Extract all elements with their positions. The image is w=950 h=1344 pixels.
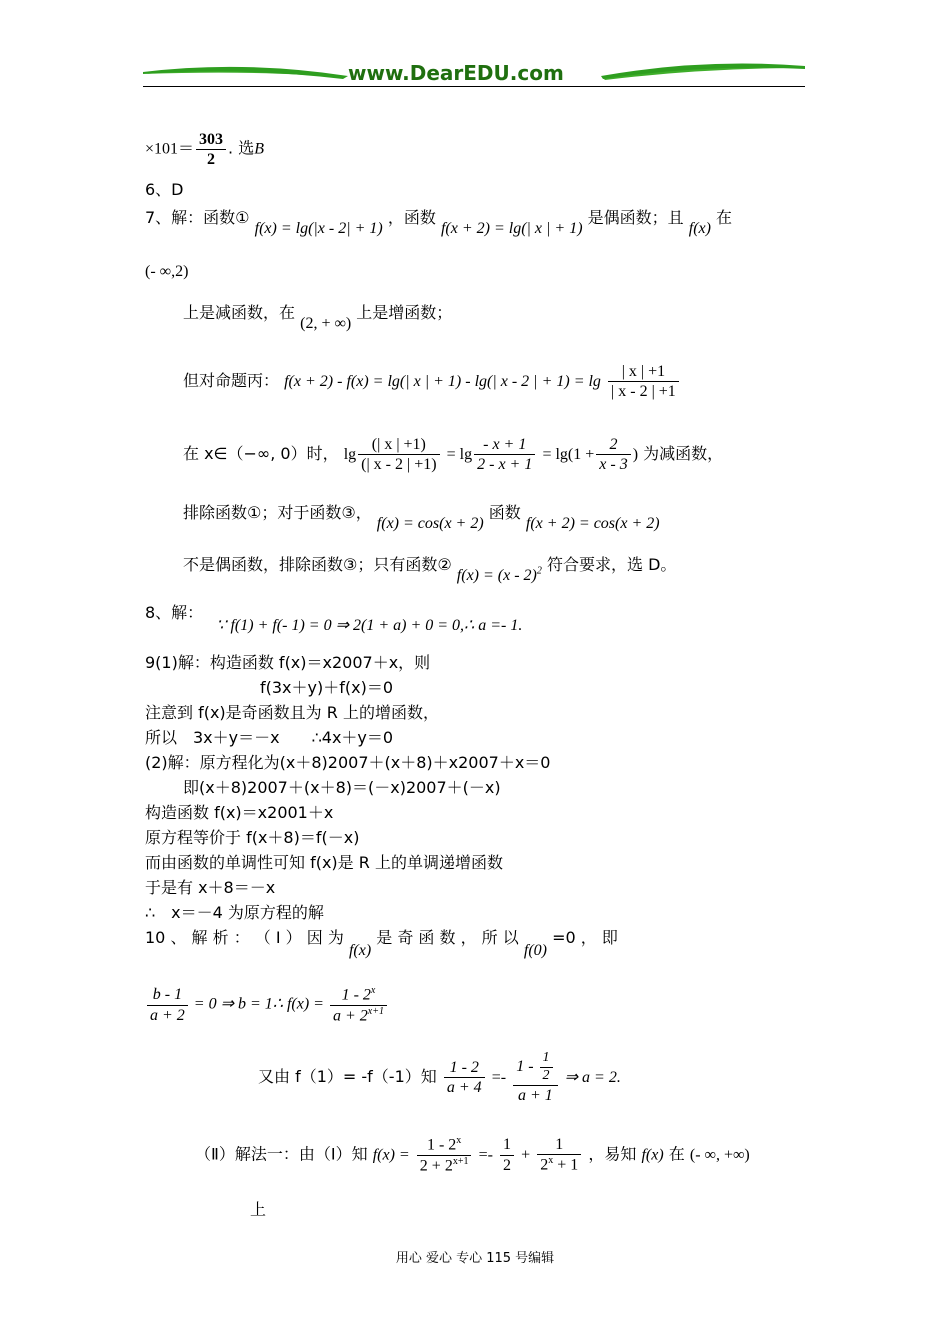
line-21: 原方程等价于 f(x＋8)＝f(－x) (145, 828, 360, 847)
line-24: ∴ x＝－4 为原方程的解 (145, 903, 324, 922)
line-7 (145, 205, 733, 237)
formula: f(x + 2) = lg(| x | + 1) (440, 220, 583, 237)
numerator: b - 1 (147, 985, 188, 1005)
text: 函数 (488, 503, 521, 522)
formula: ⇒ a = 2. (564, 1068, 621, 1086)
line-20: 构造函数 f(x)＝x2001＋x (145, 803, 334, 822)
fraction (596, 435, 630, 474)
exponent: x+1 (452, 1155, 469, 1167)
numerator-base: 1 - 2 (341, 986, 371, 1004)
numerator: 303 (196, 130, 226, 150)
answer-letter: B (254, 140, 264, 158)
numerator: | x | +1 (608, 362, 679, 382)
text: 10 、 解 析 ： （ Ⅰ ） 因 为 (145, 928, 344, 947)
text: =0 ， 即 (552, 928, 618, 947)
line-16: 注意到 f(x)是奇函数且为 R 上的增函数， (145, 703, 439, 722)
line-22: 而由函数的单调性可知 f(x)是 R 上的单调递增函数 (145, 853, 503, 872)
line-1 (145, 130, 264, 169)
line-8 (183, 300, 453, 332)
line-11 (183, 500, 660, 532)
line-14: 9(1)解：构造函数 f(x)＝x2007＋x，则 (145, 653, 431, 672)
fraction (513, 1050, 557, 1105)
text: 是 奇 函 数 ， 所 以 (376, 928, 519, 947)
numerator (417, 1135, 472, 1156)
line-13 (145, 600, 523, 634)
formula: ) (632, 446, 639, 464)
denominator: a + 4 (446, 1078, 482, 1096)
line-27 (258, 1050, 621, 1105)
fraction (444, 1058, 485, 1097)
formula: f(x) (688, 220, 711, 237)
line-19: 即(x＋8)2007＋(x＋8)＝(－x)2007＋(－x) (183, 778, 501, 797)
numerator: 1 - 2 (444, 1058, 485, 1078)
text: 在 x∈（−∞, 0）时， (183, 444, 339, 464)
line-25 (145, 925, 805, 959)
denominator (537, 1155, 581, 1175)
formula: (- ∞, +∞) (689, 1146, 750, 1164)
header-rule (143, 86, 805, 87)
text: （Ⅱ）解法一：由（Ⅰ）知 (195, 1144, 368, 1164)
text: 符合要求，选 D。 (546, 555, 677, 574)
denominator: a + 1 (517, 1086, 553, 1104)
numerator (513, 1050, 557, 1086)
page-footer: 用心 爱心 专心 115 号编辑 (395, 1251, 555, 1266)
numerator: 1 (537, 1135, 581, 1155)
text: 7、解：函数① (145, 208, 250, 227)
formula: f(x) = lg(|x - 2| + 1) (254, 220, 383, 237)
inner-fraction (540, 1050, 553, 1085)
formula: f(0) (523, 942, 547, 959)
denominator-base: a + 2 (332, 1006, 368, 1024)
line-29: 上 (250, 1200, 267, 1219)
denominator: 2 (207, 151, 216, 169)
formula: f(x + 2) = cos(x + 2) (525, 515, 660, 532)
numerator: 1 (540, 1050, 553, 1068)
denominator: 2 (542, 1067, 550, 1083)
formula: ∵ f(1) + f(- 1) = 0 ⇒ 2(1 + a) + 0 = 0,∴ a =- 1. (216, 617, 523, 634)
fraction (358, 435, 439, 474)
denominator: (| x - 2 | +1) (361, 456, 437, 474)
denominator-base: 2 (540, 1156, 549, 1174)
text: ，易知 (588, 1144, 637, 1164)
formula (457, 567, 542, 584)
formula: f(x + 2) - f(x) = lg(| x | + 1) - lg(| x - 2 | + 1) = lg (284, 373, 601, 391)
text: ，函数 (387, 208, 436, 227)
line-6-answer: 6、D (145, 180, 184, 199)
line-12 (183, 552, 677, 584)
denominator (330, 1006, 387, 1026)
fraction (147, 985, 188, 1024)
exponent: x (456, 1135, 462, 1146)
text: 但对命题丙： (183, 371, 280, 391)
fraction (417, 1135, 472, 1175)
interval: (- ∞,2) (145, 263, 189, 280)
exponent: x+1 (367, 1005, 384, 1017)
line-28 (195, 1135, 750, 1175)
numerator: 2 (596, 435, 630, 455)
text: 又由 f（1）= -f（-1）知 (258, 1066, 437, 1086)
text: 为减函数， (643, 444, 724, 464)
line-15: f(3x＋y)＋f(x)＝0 (260, 678, 394, 697)
fraction (474, 435, 535, 474)
numerator: 1 (500, 1135, 514, 1155)
numerator: (| x | +1) (358, 435, 439, 455)
formula: = lg(1 + (542, 446, 595, 464)
formula: f(x) (348, 942, 372, 959)
denominator: | x - 2 | +1 (611, 383, 676, 401)
formula: = lg (446, 446, 473, 464)
denominator: x - 3 (599, 456, 628, 474)
logo-text: www.DearEDU.com (348, 61, 564, 85)
text: 排除函数①；对于函数③， (183, 503, 372, 522)
line-10 (183, 435, 723, 474)
line-9 (183, 362, 681, 401)
formula-base: f(x) = (x - 2) (456, 567, 537, 584)
denominator: 2 (503, 1156, 512, 1174)
text: 不是偶函数，排除函数③；只有函数② (183, 555, 452, 574)
formula: f(x) (641, 1146, 664, 1164)
text: ×101＝ (145, 140, 195, 158)
text: 8、解： (145, 603, 204, 622)
fraction (608, 362, 679, 401)
line-23: 于是有 x＋8＝－x (145, 878, 276, 897)
formula: f(x) = (372, 1146, 410, 1164)
line-26 (145, 985, 389, 1025)
formula: f(x) = cos(x + 2) (376, 515, 484, 532)
text: 在 (716, 208, 733, 227)
numerator-part: 1 - (516, 1057, 534, 1075)
exponent: 2 (536, 565, 542, 577)
text: 上是增函数； (356, 303, 453, 322)
denominator (417, 1156, 472, 1176)
exponent: x (370, 985, 376, 996)
formula: =- (491, 1068, 507, 1086)
header-logo (143, 58, 805, 86)
numerator-base: 1 - 2 (426, 1136, 457, 1154)
fraction (537, 1135, 581, 1175)
text: 上是减函数，在 (183, 303, 296, 322)
formula: = 0 ⇒ b = 1∴ f(x) = (193, 995, 324, 1013)
denominator: a + 2 (150, 1006, 185, 1024)
text: 在 (668, 1144, 685, 1164)
formula: =- (478, 1146, 493, 1164)
formula: lg (343, 446, 357, 464)
denominator-base: 2 + 2 (419, 1156, 453, 1174)
denominator: 2 - x + 1 (477, 456, 533, 474)
numerator (330, 985, 387, 1006)
formula: (2, + ∞) (300, 315, 352, 332)
line-17: 所以 3x＋y＝－x ∴4x＋y＝0 (145, 728, 394, 747)
formula: + (521, 1146, 531, 1164)
fraction (500, 1135, 514, 1174)
text: 是偶函数；且 (587, 208, 684, 227)
denominator-part: + 1 (553, 1156, 579, 1174)
exponent: x (548, 1155, 554, 1167)
text: . 选 (228, 138, 255, 158)
numerator: - x + 1 (474, 435, 535, 455)
fraction (330, 985, 387, 1025)
line-18: (2)解：原方程化为(x＋8)2007＋(x＋8)＋x2007＋x＝0 (145, 753, 551, 772)
fraction (196, 130, 226, 169)
